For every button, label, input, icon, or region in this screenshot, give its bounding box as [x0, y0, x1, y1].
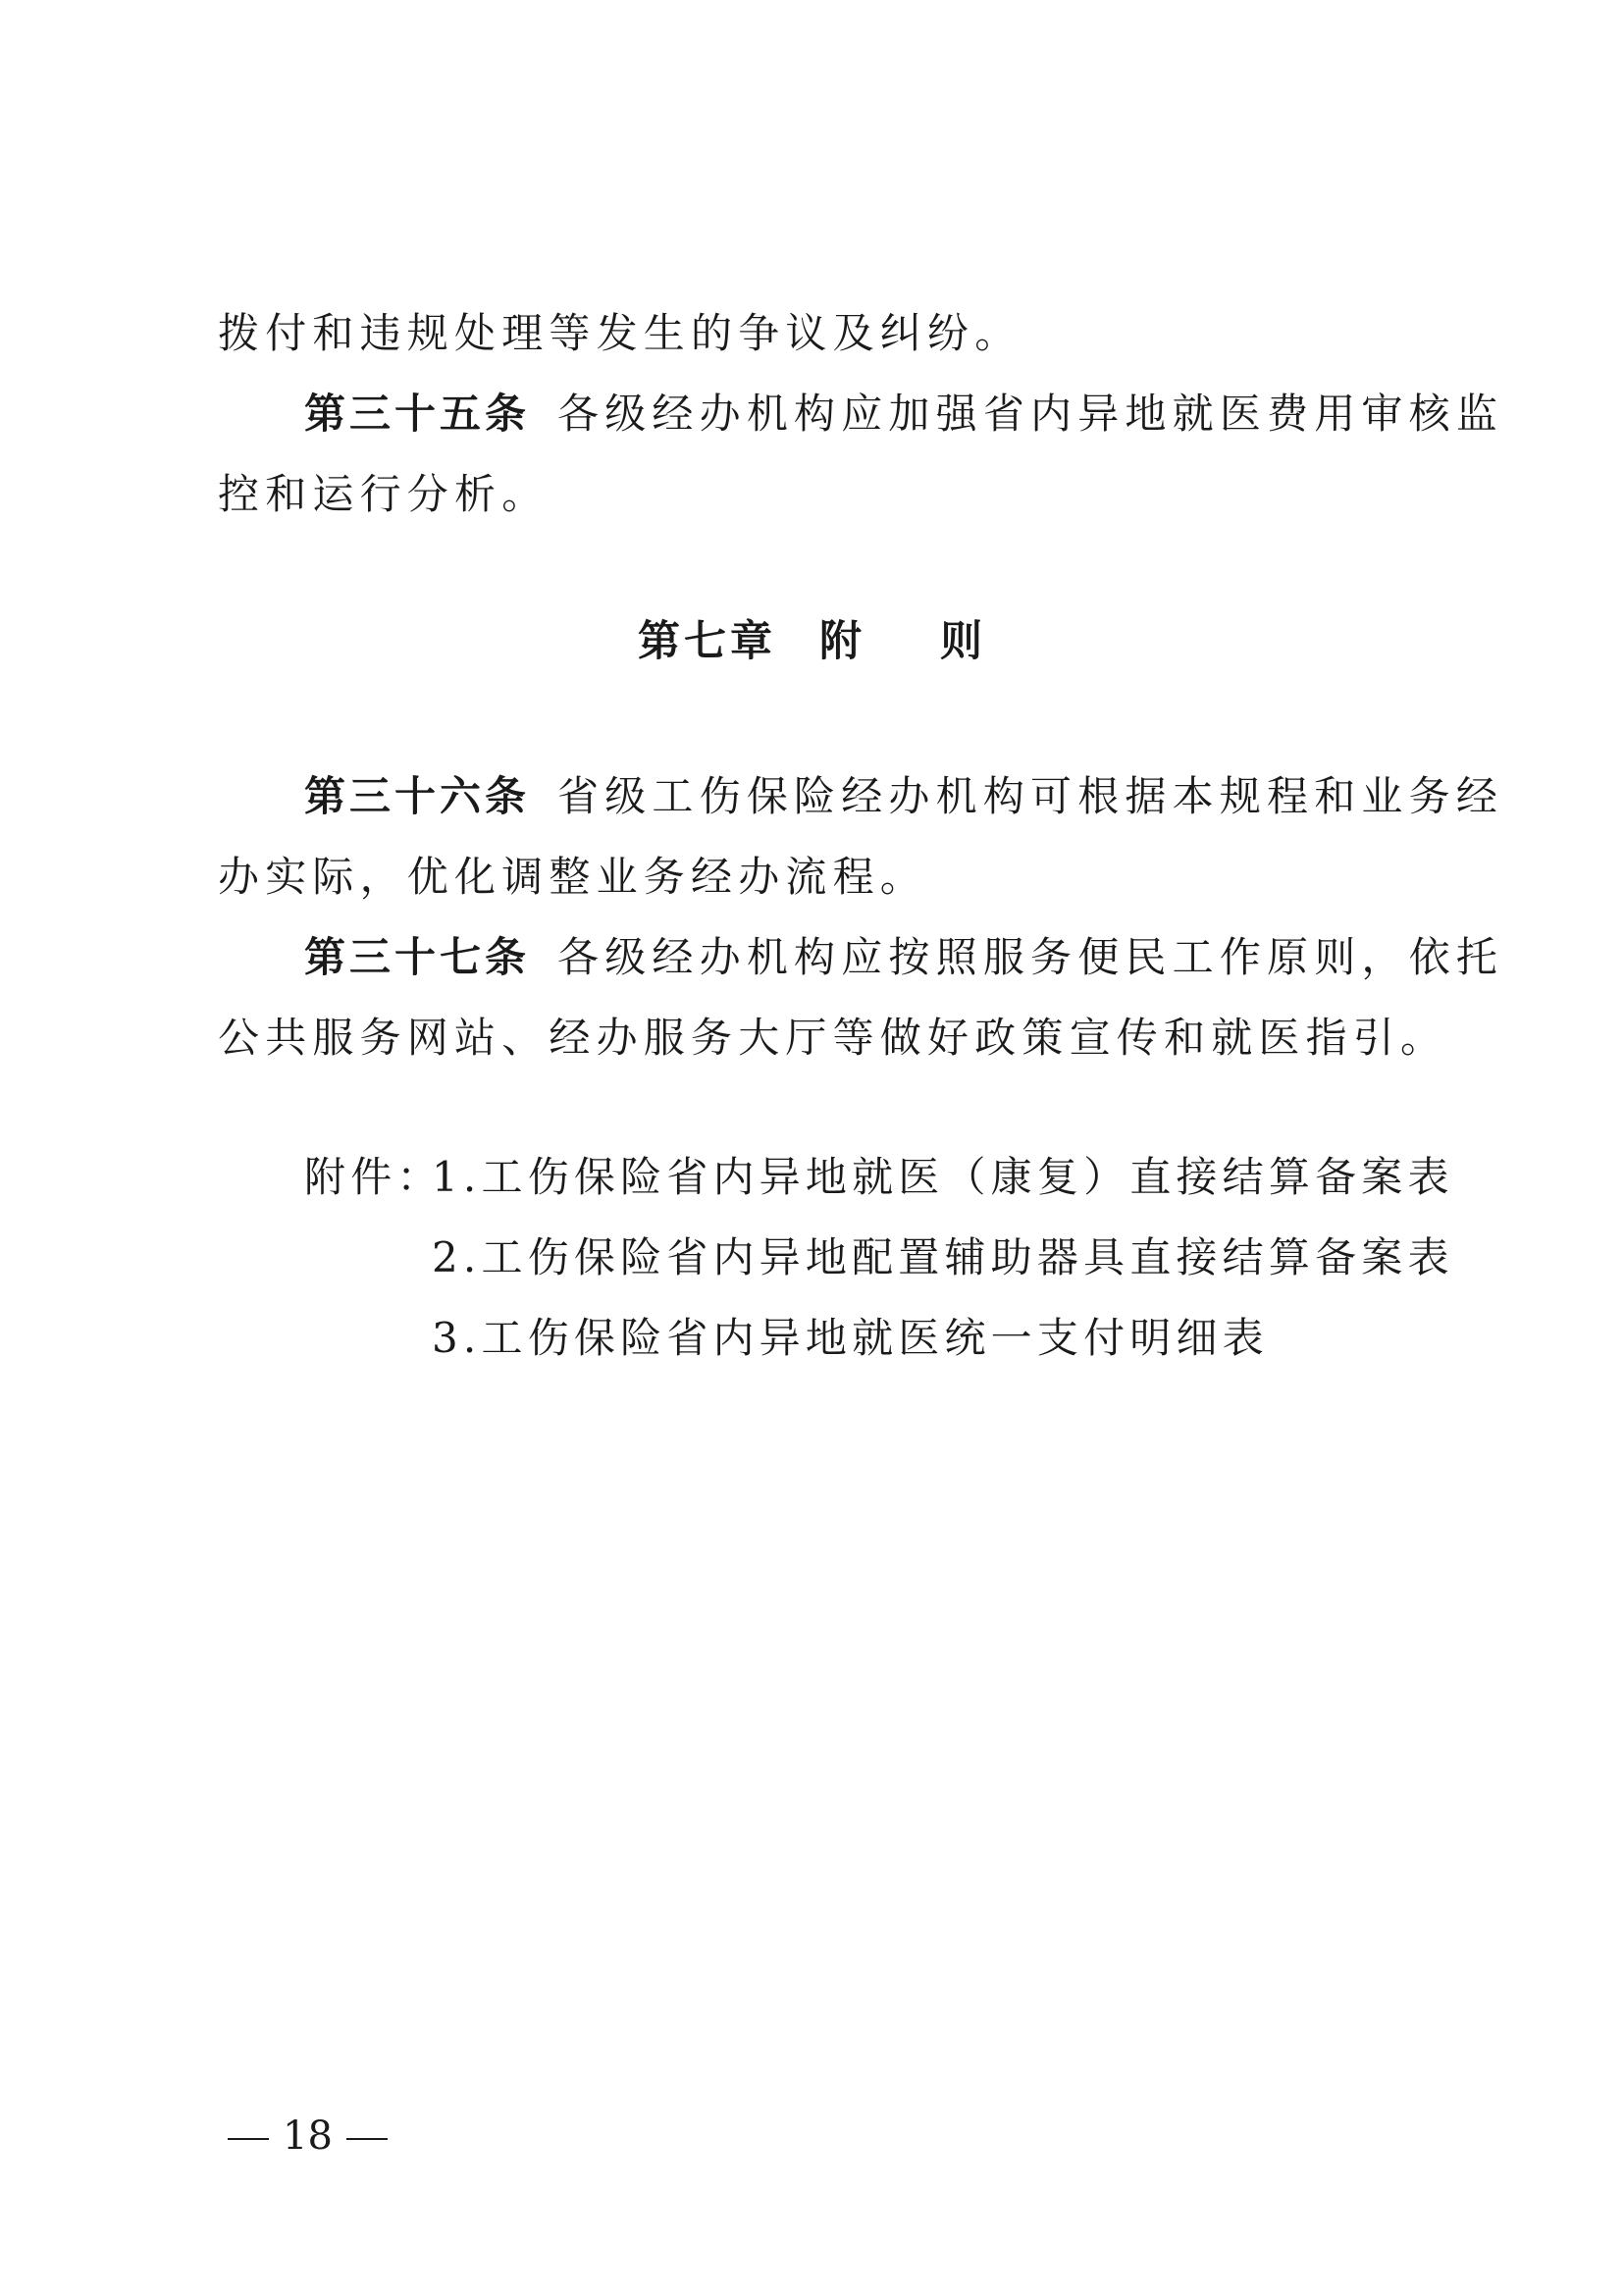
chapter-number: 第七章 — [638, 617, 776, 666]
article-37-text-2: 公共服务网站、经办服务大厅等做好政策宣传和就医指引。 — [218, 1014, 1448, 1062]
chapter-title-char-2: 则 — [940, 617, 986, 666]
article-37-line-1 — [304, 930, 1504, 985]
chapter-title-char-1: 附 — [819, 617, 865, 666]
article-35-line-1 — [304, 387, 1504, 442]
footer-dash-right — [346, 2138, 388, 2140]
paragraph-continuation — [218, 306, 1435, 361]
attachment-item: 2.工伤保险省内异地配置辅助器具直接结算备案表 — [432, 1233, 1454, 1281]
article-35-text-1: 各级经办机构应加强省内异地就医费用审核监 — [557, 390, 1504, 438]
article-36-line-1 — [304, 769, 1504, 824]
chapter-title — [0, 614, 1624, 669]
attachment-item: 3.工伤保险省内异地就医统一支付明细表 — [432, 1314, 1269, 1362]
article-36-heading: 第三十六条 — [304, 772, 531, 820]
footer-dash-left — [228, 2138, 269, 2140]
attachments-label: 附件： — [304, 1153, 444, 1201]
article-36-text-1: 省级工伤保险经办机构可根据本规程和业务经 — [557, 772, 1504, 820]
article-37-text-1: 各级经办机构应按照服务便民工作原则，依托 — [557, 933, 1504, 981]
article-35-heading: 第三十五条 — [304, 390, 531, 438]
page-number: 18 — [283, 2113, 333, 2159]
attachment-item: 1.工伤保险省内异地就医（康复）直接结算备案表 — [432, 1153, 1454, 1201]
article-35-text-2: 控和运行分析。 — [218, 470, 550, 518]
article-36-text-2: 办实际，优化调整业务经办流程。 — [218, 853, 928, 901]
page-footer — [214, 2112, 401, 2161]
article-37-heading: 第三十七条 — [304, 933, 531, 981]
continuation-text: 拨付和违规处理等发生的争议及纠纷。 — [218, 309, 1022, 357]
article-35-line-2 — [218, 467, 1435, 522]
article-36-line-2 — [218, 850, 1435, 905]
article-37-line-2 — [218, 1011, 1448, 1066]
